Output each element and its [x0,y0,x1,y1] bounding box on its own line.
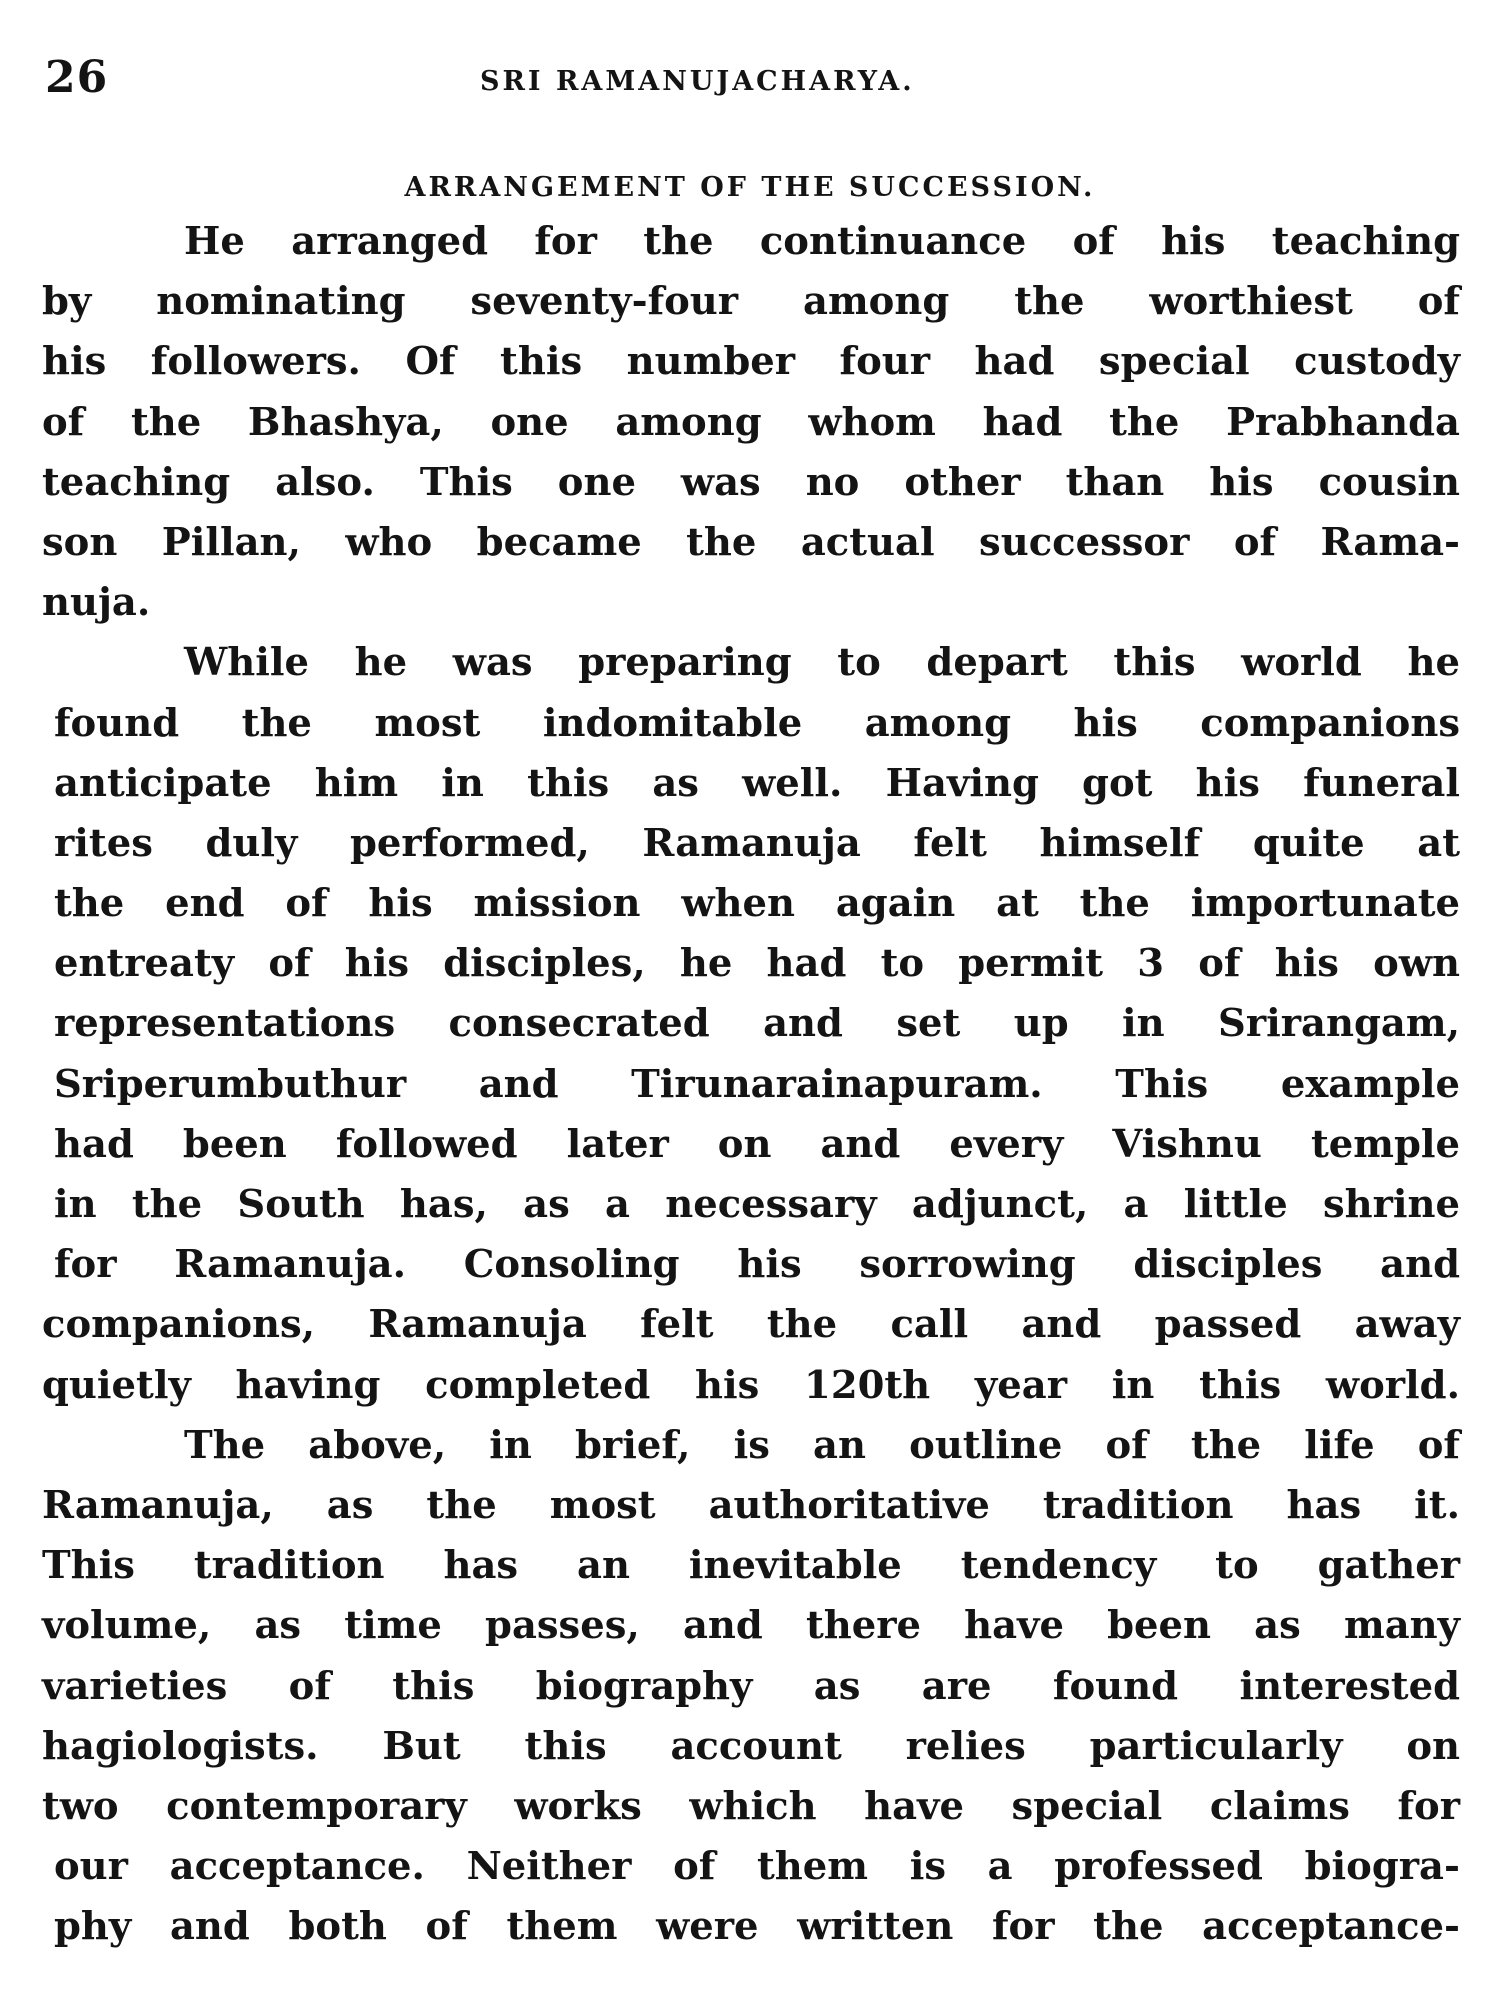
page-number: 26 [45,52,109,103]
text-line: phy and both of them were written for the acceptance- [54,1904,1460,1950]
text-line: The above, in brief, is an outline of the life of [184,1422,1460,1468]
text-line: rites duly performed, Ramanuja felt himself quite at [54,820,1460,866]
text-line: He arranged for the continuance of his teaching [184,219,1460,264]
text-line: While he was preparing to depart this world he [184,640,1460,686]
section-heading: ARRANGEMENT OF THE SUCCESSION. [404,172,1096,203]
text-line: of the Bhashya, one among whom had the Prabhanda [42,399,1460,445]
text-line: hagiologists. But this account relies particularly on [42,1723,1460,1769]
text-line: for Ramanuja. Consoling his sorrowing disciples and [54,1242,1460,1288]
running-head [0,52,1500,112]
text-line: varieties of this biography as are found interested [42,1663,1460,1709]
text-line: teaching also. This one was no other than his cousin [42,459,1460,505]
text-line: son Pillan, who became the actual successor of Rama- [42,519,1460,565]
text-line: two contemporary works which have special claims for [42,1783,1460,1829]
text-line: representations consecrated and set up in Srirangam, [54,1001,1460,1047]
text-line: by nominating seventy-four among the worthiest of [42,279,1460,325]
text-line: the end of his mission when again at the importunate [54,881,1460,927]
text-line: This tradition has an inevitable tendency to gather [42,1543,1460,1589]
body-text [42,212,1460,1957]
text-line: entreaty of his disciples, he had to permit 3 of his own [54,941,1460,987]
text-line: Ramanuja, as the most authoritative tradition has it. [42,1482,1460,1528]
running-title: SRI RAMANUJACHARYA. [480,66,915,97]
text-line: his followers. Of this number four had special custody [42,339,1460,385]
text-line: volume, as time passes, and there have been as many [42,1603,1460,1649]
text-line: in the South has, as a necessary adjunct, a little shrine [54,1182,1460,1227]
text-line: anticipate him in this as well. Having got his funeral [54,760,1460,806]
text-line: nuja. [42,580,151,626]
text-line: had been followed later on and every Vishnu temple [54,1121,1460,1167]
text-line: Sriperumbuthur and Tirunarainapuram. This example [54,1061,1460,1107]
text-line: our acceptance. Neither of them is a professed biogra- [54,1844,1460,1890]
text-line: companions, Ramanuja felt the call and passed away [42,1302,1460,1348]
text-line: found the most indomitable among his companions [54,700,1460,746]
text-line: quietly having completed his 120th year in this world. [42,1362,1460,1408]
